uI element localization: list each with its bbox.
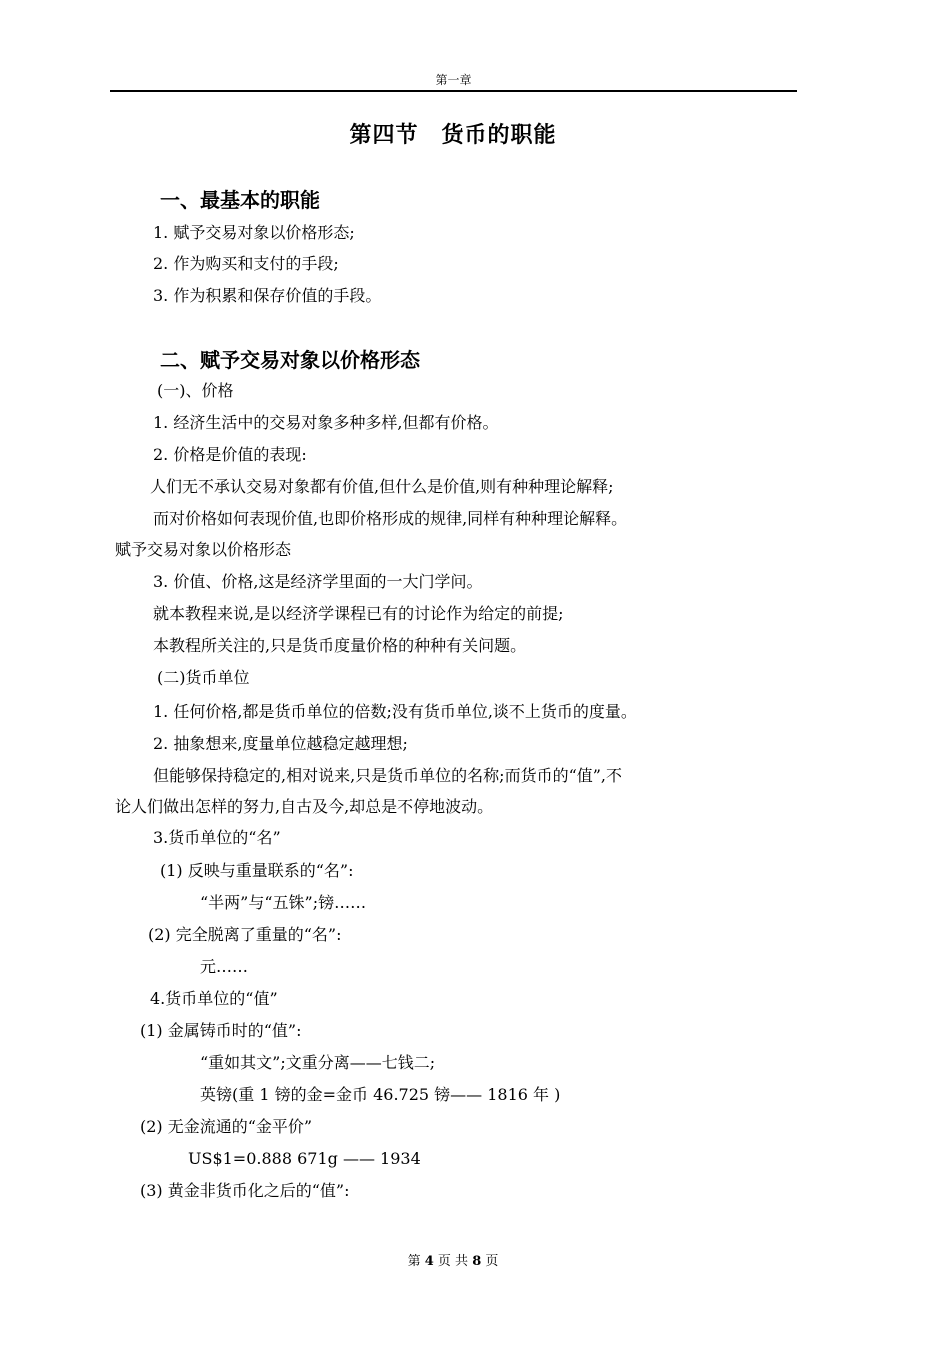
footer-middle: 页 共 — [433, 1254, 473, 1269]
text-line: 元…… — [200, 957, 249, 976]
text-line: (2) 无金流通的“金平价” — [140, 1117, 313, 1136]
text-line: (1) 金属铸币时的“值”: — [140, 1021, 302, 1040]
text-line: (1) 反映与重量联系的“名”: — [160, 861, 354, 880]
text-line: (2) 完全脱离了重量的“名”: — [148, 925, 342, 944]
subheading-price: (一)、价格 — [157, 381, 234, 400]
total-pages: 8 — [472, 1254, 482, 1269]
subheading-currency-unit: (二)货币单位 — [157, 668, 250, 687]
text-line: 人们无不承认交易对象都有价值,但什么是价值,则有种种理论解释; — [150, 477, 614, 496]
text-line: 但能够保持稳定的,相对说来,只是货币单位的名称;而货币的“值”,不 — [153, 766, 623, 785]
list-item: 3. 作为积累和保存价值的手段。 — [153, 286, 382, 305]
text-line: 1. 任何价格,都是货币单位的倍数;没有货币单位,谈不上货币的度量。 — [153, 702, 637, 721]
text-line: “半两”与“五铢”;镑…… — [200, 893, 367, 912]
page-title: 第四节 货币的职能 — [349, 123, 557, 148]
text-line: 2. 价格是价值的表现: — [153, 445, 307, 464]
list-item: 1. 赋予交易对象以价格形态; — [153, 223, 355, 242]
footer-suffix: 页 — [481, 1254, 499, 1269]
section-heading-1: 一、最基本的职能 — [160, 188, 320, 212]
text-line: 1. 经济生活中的交易对象多种多样,但都有价格。 — [153, 413, 499, 432]
page-header — [110, 70, 797, 92]
section-heading-2: 二、赋予交易对象以价格形态 — [160, 348, 420, 372]
text-line: 论人们做出怎样的努力,自古及今,却总是不停地波动。 — [115, 797, 494, 816]
text-line: 3. 价值、价格,这是经济学里面的一大门学问。 — [153, 572, 483, 591]
chapter-header: 第一章 — [435, 73, 472, 87]
text-line: (3) 黄金非货币化之后的“值”: — [140, 1181, 350, 1200]
page-footer — [0, 1250, 906, 1269]
text-line: 赋予交易对象以价格形态 — [115, 540, 292, 559]
text-line: 英镑(重 1 镑的金=金币 46.725 镑—— 1816 年 ) — [200, 1085, 561, 1104]
text-line: 2. 抽象想来,度量单位越稳定越理想; — [153, 734, 408, 753]
current-page-number: 4 — [424, 1254, 434, 1269]
text-line: 4.货币单位的“值” — [150, 989, 278, 1008]
text-line: 本教程所关注的,只是货币度量价格的种种有关问题。 — [153, 636, 527, 655]
text-line: 3.货币单位的“名” — [153, 828, 281, 847]
list-item: 2. 作为购买和支付的手段; — [153, 254, 339, 273]
text-line: 而对价格如何表现价值,也即价格形成的规律,同样有种种理论解释。 — [153, 509, 628, 528]
text-line: 就本教程来说,是以经济学课程已有的讨论作为给定的前提; — [153, 604, 564, 623]
text-line: “重如其文”;文重分离——七钱二; — [200, 1053, 436, 1072]
text-line: US$1=0.888 671g —— 1934 — [188, 1149, 421, 1168]
footer-prefix: 第 — [407, 1254, 425, 1269]
